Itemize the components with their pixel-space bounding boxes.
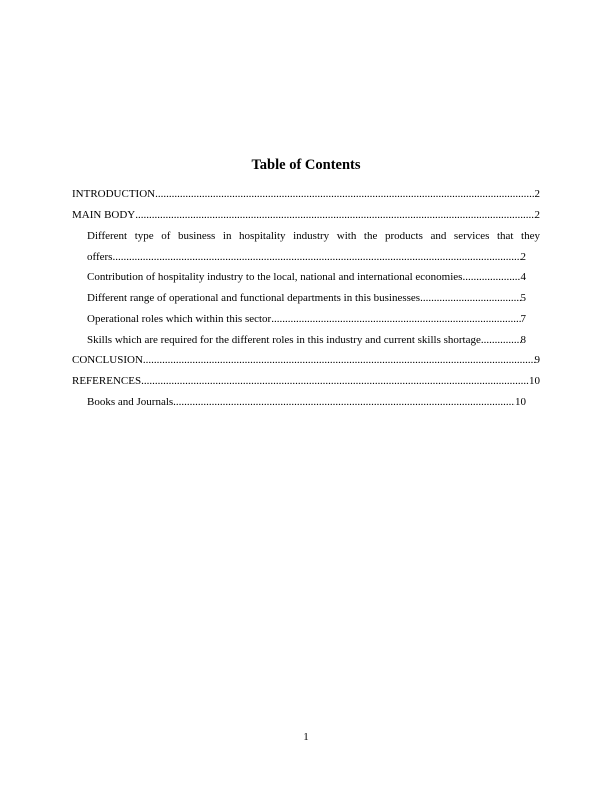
toc-entry-operational-roles[interactable]	[87, 312, 526, 326]
toc-entry-skills[interactable]	[87, 333, 526, 347]
toc-dot-leader	[271, 312, 520, 326]
toc-entry-label: Contribution of hospitality industry to the local, national and international economies	[87, 271, 463, 283]
toc-entry-page: 9	[534, 354, 540, 366]
toc-entry-page: 5	[520, 292, 526, 304]
toc-entry-page: 7	[520, 313, 526, 325]
toc-entry-label: INTRODUCTION	[72, 188, 156, 200]
toc-entry-references[interactable]	[72, 374, 540, 388]
toc-entry-page: 2	[534, 188, 540, 200]
toc-dot-leader	[481, 333, 521, 347]
toc-dot-leader	[141, 374, 529, 388]
toc-entry-business-types[interactable]	[87, 250, 526, 264]
toc-entry-page: 10	[515, 396, 526, 408]
toc-entry-label: REFERENCES	[72, 375, 142, 387]
toc-title: Table of Contents	[251, 157, 361, 173]
toc-dot-leader	[143, 353, 535, 367]
toc-entry-main-body[interactable]	[72, 208, 540, 222]
toc-entry-business-types-line1[interactable]: Different type of business in hospitality industry with the products and services that they	[87, 230, 540, 242]
toc-entry-label: Skills which are required for the different roles in this industry and current skills shortage	[87, 334, 481, 346]
toc-dot-leader	[112, 250, 520, 264]
toc-entry-label: MAIN BODY	[72, 209, 136, 221]
toc-dot-leader	[155, 187, 534, 201]
toc-entry-books-journals[interactable]	[87, 395, 526, 409]
toc-entry-contribution[interactable]	[87, 270, 526, 284]
toc-entry-page: 10	[529, 375, 540, 387]
toc-entry-label: Books and Journals	[87, 396, 174, 408]
toc-dot-leader	[462, 270, 520, 284]
toc-dot-leader	[135, 208, 534, 222]
toc-entry-label: CONCLUSION	[72, 354, 143, 366]
toc-entry-page: 2	[520, 251, 526, 263]
toc-entry-page: 2	[534, 209, 540, 221]
toc-dot-leader	[420, 291, 520, 305]
toc-dot-leader	[173, 395, 515, 409]
toc-entry-conclusion[interactable]	[72, 353, 540, 367]
toc-entry-label: Different range of operational and functional departments in this businesses	[87, 292, 421, 304]
toc-entry-page: 4	[520, 271, 526, 283]
toc-entry-label: offers	[87, 251, 113, 263]
toc-entry-departments[interactable]	[87, 291, 526, 305]
page-number: 1	[303, 731, 309, 743]
toc-entry-label: Operational roles which within this sector	[87, 313, 272, 325]
toc-entry-page: 8	[520, 334, 526, 346]
toc-entry-introduction[interactable]	[72, 187, 540, 201]
